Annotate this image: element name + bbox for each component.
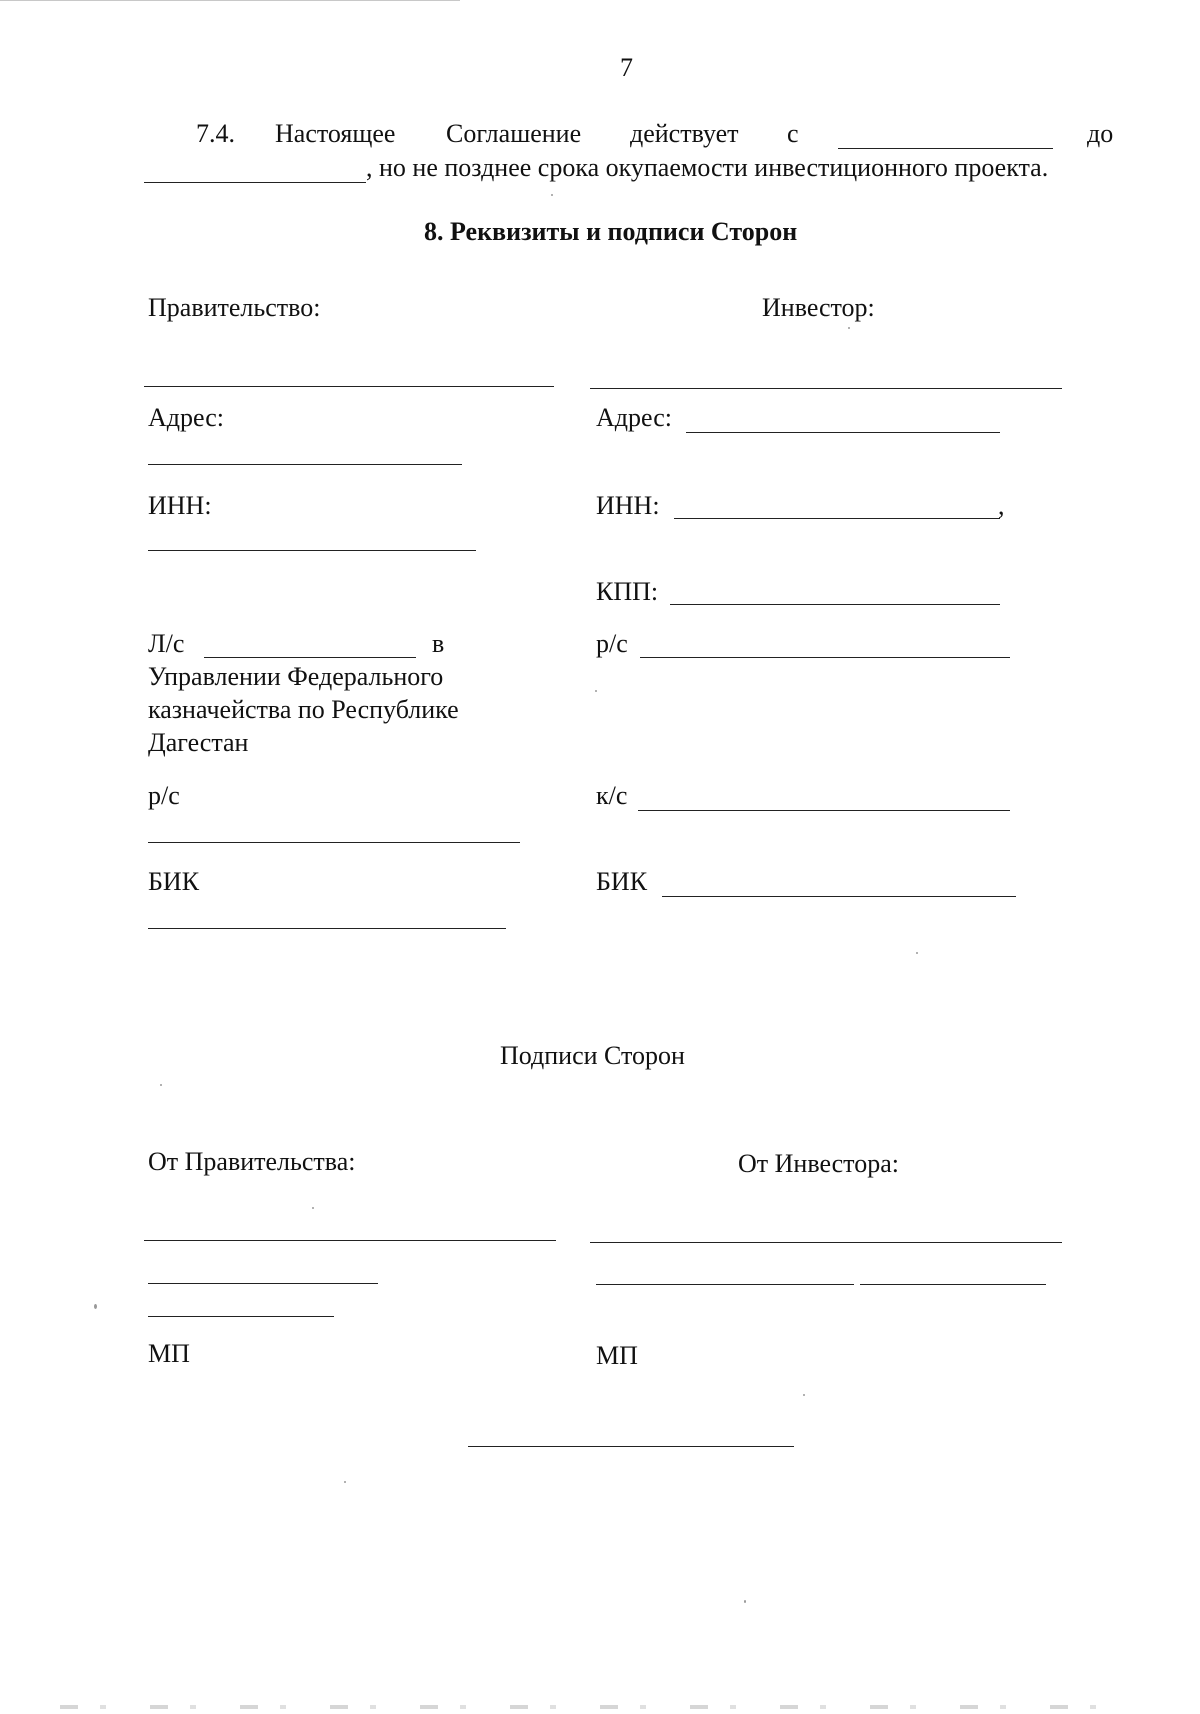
government-signature-blank xyxy=(148,1283,378,1284)
government-signatory-position-blank xyxy=(144,1240,556,1241)
closing-line xyxy=(468,1446,794,1447)
investor-signature-blank xyxy=(596,1284,854,1285)
government-bik-label: БИК xyxy=(148,867,200,896)
investor-address-blank xyxy=(686,432,1000,433)
clause-number: 7.4. xyxy=(196,119,235,148)
scan-speck xyxy=(312,1207,314,1209)
investor-rs-label: р/с xyxy=(596,629,628,658)
clause-start-date-blank xyxy=(838,148,1053,149)
scan-speck xyxy=(595,690,597,692)
section-title: 8. Реквизиты и подписи Сторон xyxy=(424,217,798,246)
investor-inn-comma: , xyxy=(998,491,1005,520)
investor-inn-label: ИНН: xyxy=(596,491,660,520)
government-heading: Правительство: xyxy=(148,293,321,322)
clause-word-2: Соглашение xyxy=(446,119,582,148)
scan-speck xyxy=(94,1304,97,1309)
from-government-label: От Правительства: xyxy=(148,1147,356,1176)
scan-speck xyxy=(803,1394,805,1396)
government-address-blank xyxy=(148,464,462,465)
investor-ks-blank xyxy=(638,810,1010,811)
from-investor-label: От Инвестора: xyxy=(738,1149,899,1178)
government-address-label: Адрес: xyxy=(148,403,224,432)
government-inn-label: ИНН: xyxy=(148,491,212,520)
stamp-right-label: МП xyxy=(596,1341,638,1370)
scan-speck xyxy=(848,327,850,329)
stamp-left-label: МП xyxy=(148,1339,190,1368)
government-ls-blank xyxy=(204,657,416,658)
clause-word-5: до xyxy=(1087,119,1114,148)
investor-ks-label: к/с xyxy=(596,781,628,810)
government-ls-suffix: в xyxy=(432,629,445,658)
scan-speck xyxy=(344,1481,346,1483)
government-bik-blank xyxy=(148,928,506,929)
government-ls-label: Л/с xyxy=(148,629,185,658)
signatures-title: Подписи Сторон xyxy=(500,1041,685,1070)
investor-signatory-position-blank xyxy=(590,1242,1062,1243)
investor-kpp-blank xyxy=(670,604,1000,605)
scan-speck xyxy=(916,952,918,954)
clause-line-2: , но не позднее срока окупаемости инвестиционного проекта. xyxy=(366,153,1049,182)
treasury-line-3: Дагестан xyxy=(148,728,249,757)
government-rs-label: р/с xyxy=(148,781,180,810)
investor-inn-blank xyxy=(674,518,1000,519)
investor-rs-blank xyxy=(640,657,1010,658)
scan-edge-line xyxy=(0,0,460,1)
investor-bik-blank xyxy=(662,896,1016,897)
scan-speck xyxy=(744,1600,746,1603)
page-number: 7 xyxy=(620,53,633,82)
clause-end-date-blank xyxy=(144,182,366,183)
clause-word-4: с xyxy=(787,119,799,148)
investor-name-decryption-blank xyxy=(860,1284,1046,1285)
government-name-decryption-blank xyxy=(148,1316,334,1317)
government-name-blank xyxy=(144,386,554,387)
investor-heading: Инвестор: xyxy=(762,293,875,322)
government-inn-blank xyxy=(148,550,476,551)
treasury-line-1: Управлении Федерального xyxy=(148,662,444,691)
scan-bottom-edge xyxy=(60,1705,1140,1709)
scan-speck xyxy=(551,194,553,196)
investor-bik-label: БИК xyxy=(596,867,648,896)
treasury-line-2: казначейства по Республике xyxy=(148,695,459,724)
clause-word-3: действует xyxy=(630,119,739,148)
investor-kpp-label: КПП: xyxy=(596,577,659,606)
investor-name-blank xyxy=(590,388,1062,389)
clause-word-1: Настоящее xyxy=(275,119,396,148)
investor-address-label: Адрес: xyxy=(596,403,672,432)
government-rs-blank xyxy=(148,842,520,843)
scan-speck xyxy=(160,1084,162,1086)
